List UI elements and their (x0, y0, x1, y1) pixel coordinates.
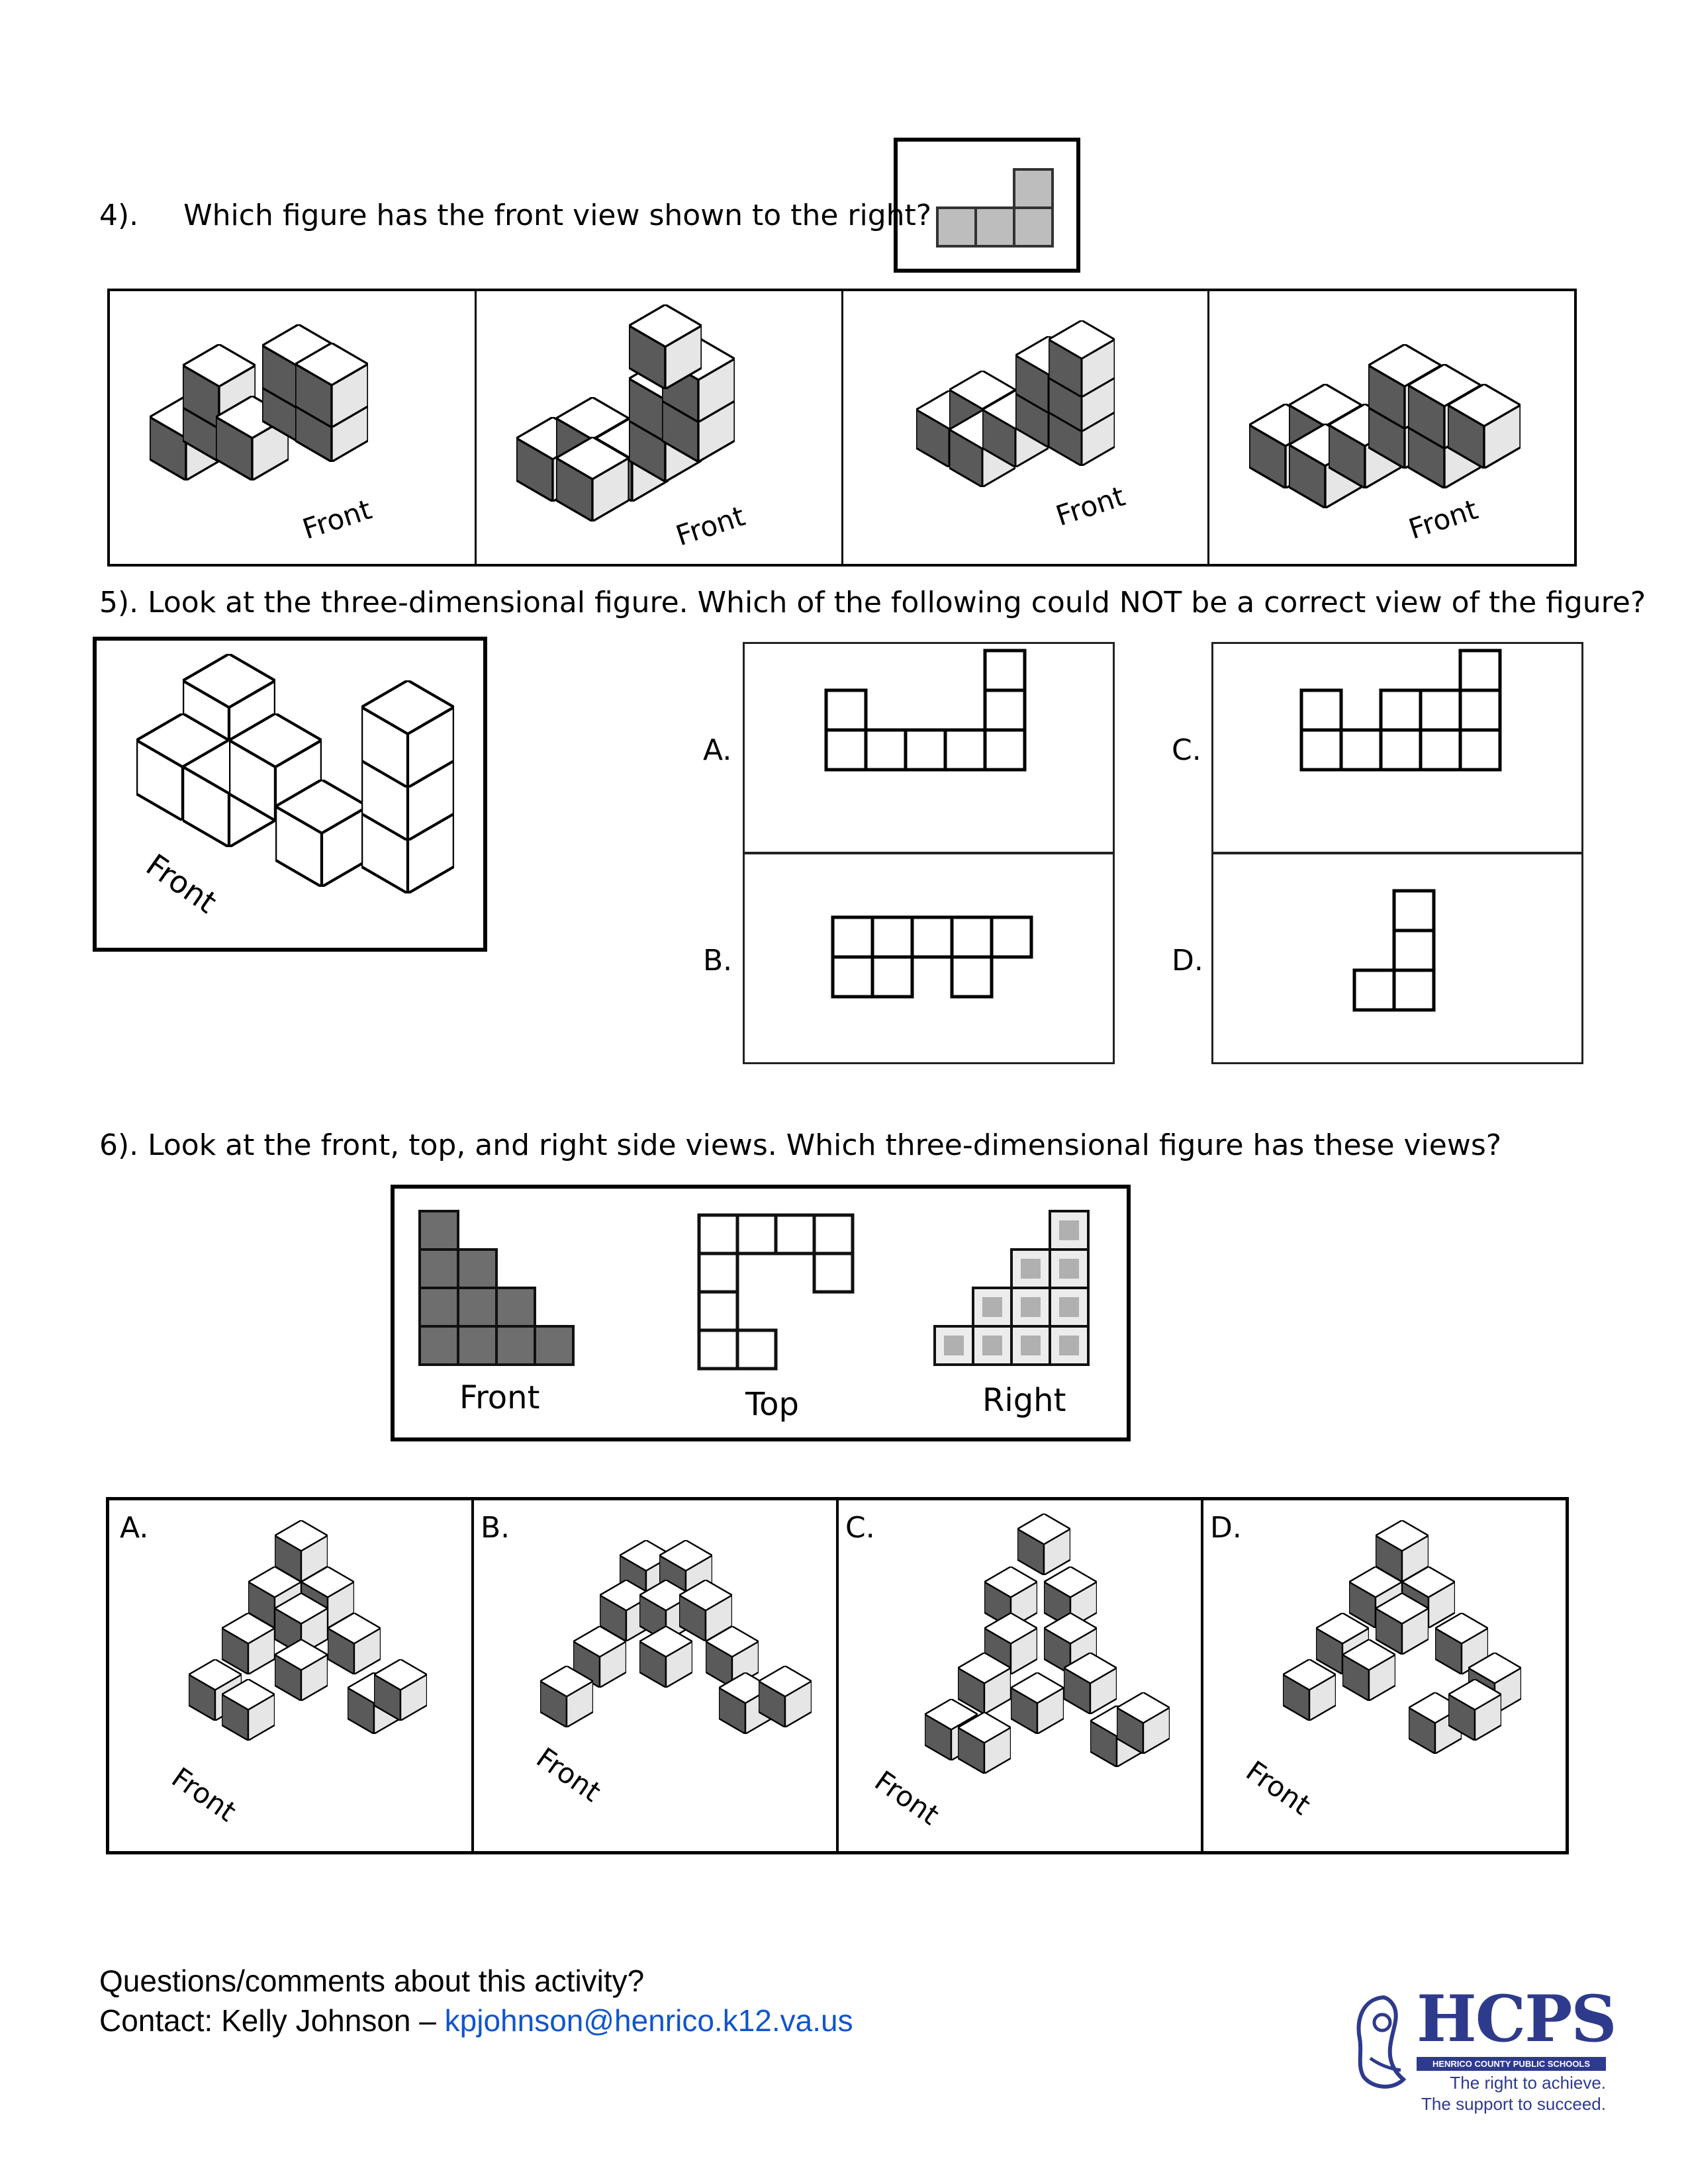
q5-option-a-label: A. (703, 733, 732, 767)
q5-option-d[interactable] (1211, 852, 1583, 1064)
q6-right-view-label: Right (982, 1382, 1066, 1419)
q5-front-label: Front (140, 846, 224, 921)
logo-emblem-icon (1350, 1992, 1414, 2091)
q6-question: 6). Look at the front, top, and right side views. Which three-dimensional figure has these views? (99, 1128, 1502, 1162)
q6-figure-c (885, 1514, 1176, 1805)
q6-option-b[interactable] (474, 1500, 839, 1851)
q5-figure-box (93, 637, 487, 952)
q6-option-d-label: D. (1210, 1511, 1242, 1545)
q6-figure-d (1243, 1520, 1548, 1798)
q4-front-label-2: Front (671, 499, 749, 553)
q4-figure-4 (1236, 311, 1554, 523)
q5-option-b[interactable] (743, 852, 1115, 1064)
q4-option-3[interactable] (843, 291, 1210, 564)
q6-front-label-d: Front (1240, 1754, 1317, 1822)
q5-option-b-label: B. (703, 944, 733, 978)
q5-option-c-label: C. (1172, 733, 1201, 767)
q6-options-table (106, 1497, 1569, 1854)
q4-option-1[interactable] (110, 291, 477, 564)
logo-tagline-1: The right to achieve. (1450, 2073, 1606, 2093)
logo-subtitle: HENRICO COUNTY PUBLIC SCHOOLS (1417, 2057, 1606, 2071)
q5-figure (97, 641, 483, 948)
q4-question: Which figure has the front view shown to the right? (183, 199, 932, 232)
q4-figure-3 (903, 318, 1181, 516)
logo-name: HCPS (1417, 1981, 1616, 2056)
q5-option-a[interactable] (743, 642, 1115, 854)
q6-option-c-label: C. (845, 1511, 875, 1545)
q6-front-label-b: Front (530, 1741, 607, 1809)
q4-front-view (898, 142, 1076, 269)
q5-view-b (745, 854, 1113, 1062)
q5-view-c (1213, 644, 1581, 852)
q6-front-view-label: Front (459, 1379, 540, 1416)
q6-front-label-c: Front (868, 1764, 945, 1832)
q6-views-box (391, 1185, 1131, 1441)
q4-figure-1 (136, 324, 441, 523)
q5-question: 5). Look at the three-dimensional figure. Which of the following could NOT be a correct view of the figure? (99, 586, 1646, 619)
q5-option-d-label: D. (1172, 944, 1203, 978)
footer-email-link[interactable]: kpjohnson@henrico.k12.va.us (444, 2003, 853, 2038)
q4-front-label-4: Front (1405, 492, 1482, 546)
hcps-logo (1350, 1981, 1616, 2118)
q4-front-label-3: Front (1051, 479, 1129, 533)
q4-option-4[interactable] (1209, 291, 1574, 564)
q4-options-table (107, 289, 1577, 567)
logo-tagline-2: The support to succeed. (1421, 2094, 1606, 2114)
q6-option-a[interactable] (109, 1500, 474, 1851)
q5-view-a (745, 644, 1113, 852)
q6-front-label-a: Front (165, 1760, 242, 1829)
q6-option-d[interactable] (1203, 1500, 1566, 1851)
q4-front-view-box (894, 138, 1080, 273)
q4-figure-2 (503, 304, 808, 529)
q5-view-d (1213, 854, 1581, 1062)
footer-contact: Contact: Kelly Johnson – (99, 2003, 445, 2038)
q6-figure-a (162, 1520, 440, 1798)
q6-option-c[interactable] (839, 1500, 1203, 1851)
q4-option-2[interactable] (477, 291, 843, 564)
q4-front-label-1: Front (299, 492, 376, 546)
q6-top-view-label: Top (745, 1386, 799, 1423)
q6-option-b-label: B. (481, 1511, 510, 1545)
footer-question-line: Questions/comments about this activity? (99, 1964, 645, 1998)
q4-number: 4). (99, 199, 139, 232)
q5-option-c[interactable] (1211, 642, 1583, 854)
q6-option-a-label: A. (120, 1511, 149, 1545)
